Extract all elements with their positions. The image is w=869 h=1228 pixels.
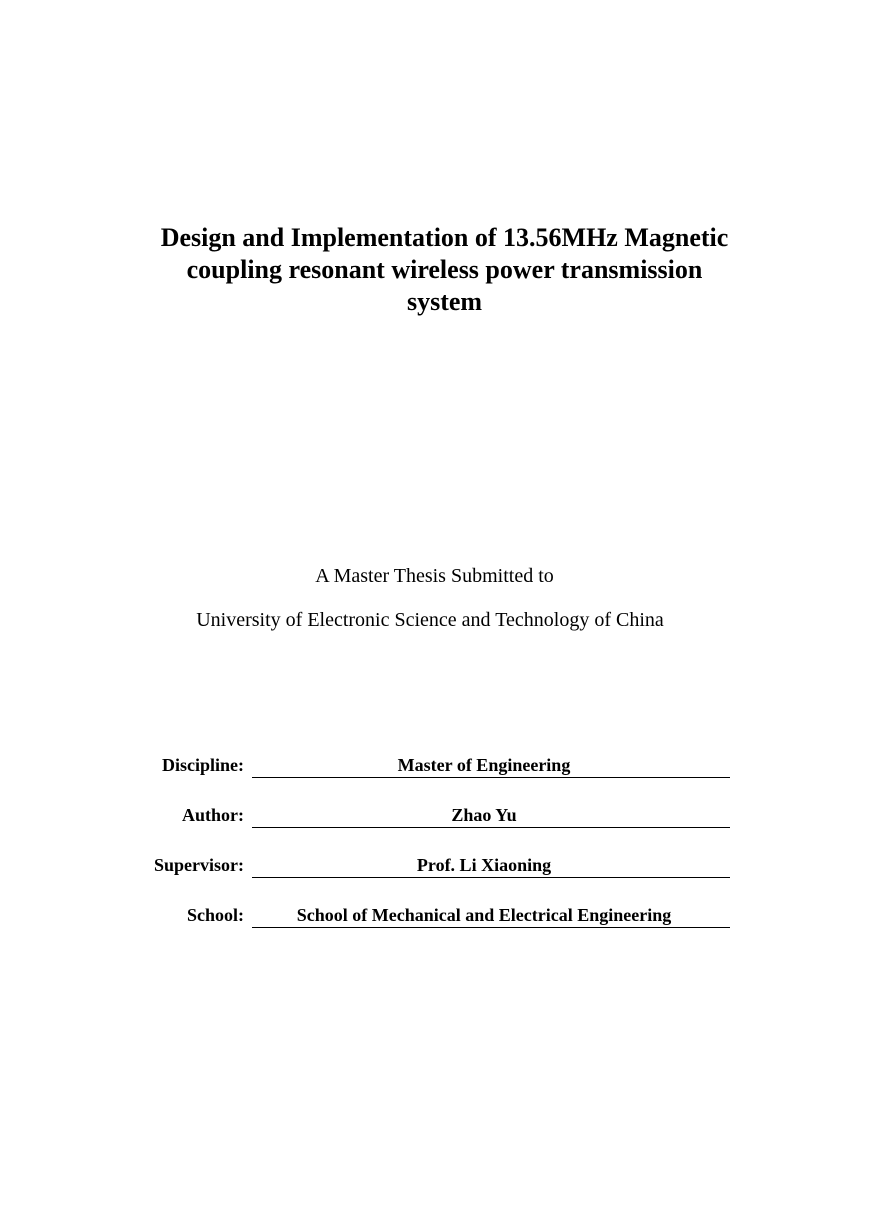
supervisor-label: Supervisor:	[154, 855, 244, 875]
info-row-author	[0, 802, 869, 852]
info-row-supervisor	[0, 852, 869, 902]
supervisor-value: Prof. Li Xiaoning	[416, 855, 552, 875]
info-row-school	[0, 902, 869, 952]
thesis-title-line-3: system	[406, 287, 483, 316]
author-value-field	[252, 802, 730, 828]
university-name: University of Electronic Science and Technology of China	[196, 609, 664, 631]
thesis-info-table	[0, 752, 869, 952]
school-value: School of Mechanical and Electrical Engineering	[296, 905, 672, 925]
discipline-value: Master of Engineering	[397, 755, 571, 775]
author-label: Author:	[182, 805, 244, 825]
discipline-value-field	[252, 752, 730, 778]
school-value-field	[252, 902, 730, 928]
thesis-title-line-1: Design and Implementation of 13.56MHz Magnetic	[160, 223, 729, 252]
discipline-label: Discipline:	[161, 755, 244, 775]
submission-statement: A Master Thesis Submitted to	[315, 565, 554, 587]
supervisor-value-field	[252, 852, 730, 878]
school-label: School:	[186, 905, 244, 925]
author-value: Zhao Yu	[451, 805, 517, 825]
info-row-discipline	[0, 752, 869, 802]
thesis-title-line-2: coupling resonant wireless power transmission	[186, 255, 703, 284]
thesis-title	[100, 222, 789, 318]
